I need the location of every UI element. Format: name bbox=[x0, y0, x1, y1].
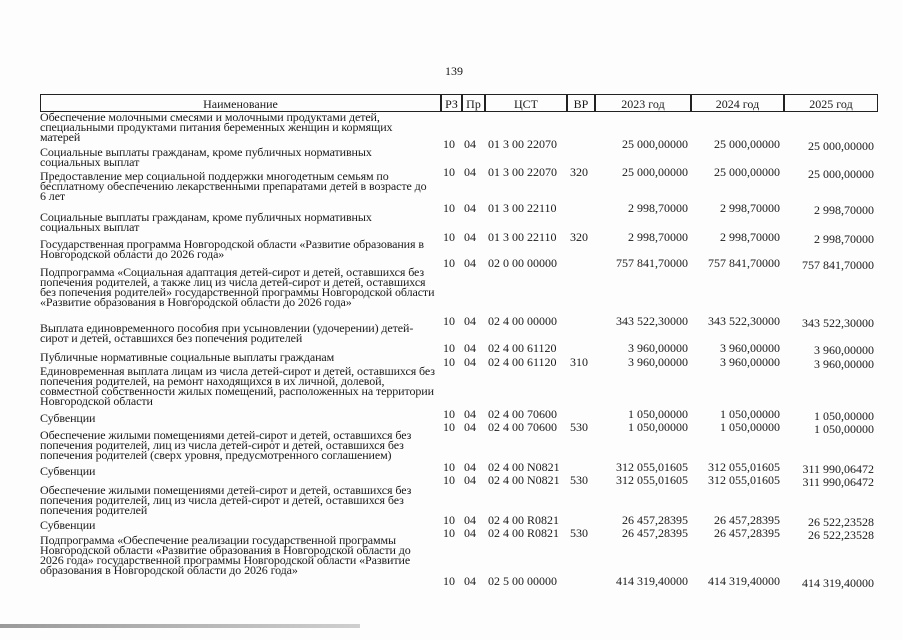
cell-cst: 01 3 00 22070 bbox=[488, 137, 557, 151]
cell-y2023: 312 055,01605 bbox=[616, 473, 688, 487]
cell-y2023: 757 841,70000 bbox=[616, 256, 688, 270]
cell-y2023: 25 000,00000 bbox=[622, 165, 688, 179]
cell-pr: 04 bbox=[464, 407, 476, 421]
row-name: Субвенции bbox=[40, 518, 96, 532]
header-cst: ЦСТ bbox=[485, 94, 567, 112]
cell-pr: 04 bbox=[464, 513, 476, 527]
cell-y2024: 3 960,00000 bbox=[720, 355, 780, 369]
cell-rz: 10 bbox=[443, 407, 455, 421]
cell-rz: 10 bbox=[443, 137, 455, 151]
cell-cst: 02 5 00 00000 bbox=[488, 574, 557, 588]
cell-rz: 10 bbox=[443, 574, 455, 588]
cell-y2025: 26 522,23528 bbox=[808, 515, 874, 529]
cell-cst: 02 0 00 00000 bbox=[488, 256, 557, 270]
cell-pr: 04 bbox=[464, 574, 476, 588]
header-name: Наименование bbox=[40, 94, 441, 112]
cell-rz: 10 bbox=[443, 165, 455, 179]
row-name: Обеспечение жилыми помещениями детей-сирот и детей, оставшихся без попечения родителей, лиц из числа детей-сирот и детей, оставшихся без попечения родителей bbox=[40, 483, 412, 517]
header-pr: Пр bbox=[462, 94, 485, 112]
cell-y2024: 26 457,28395 bbox=[714, 526, 780, 540]
page-number: 139 bbox=[445, 64, 463, 78]
row-name: Субвенции bbox=[40, 464, 96, 478]
cell-cst: 02 4 00 N0821 bbox=[488, 460, 560, 474]
header-rz: РЗ bbox=[441, 94, 462, 112]
cell-y2025: 2 998,70000 bbox=[814, 203, 874, 217]
cell-y2025: 2 998,70000 bbox=[814, 232, 874, 246]
cell-y2025: 3 960,00000 bbox=[814, 343, 874, 357]
cell-y2023: 1 050,00000 bbox=[628, 407, 688, 421]
cell-y2023: 25 000,00000 bbox=[622, 137, 688, 151]
cell-y2024: 312 055,01605 bbox=[708, 460, 780, 474]
cell-cst: 02 4 00 R0821 bbox=[488, 513, 560, 527]
cell-pr: 04 bbox=[464, 201, 476, 215]
row-name: Публичные нормативные социальные выплаты гражданам bbox=[40, 350, 335, 364]
cell-rz: 10 bbox=[443, 201, 455, 215]
cell-y2025: 311 990,06472 bbox=[802, 475, 874, 489]
page-edge-shadow bbox=[0, 624, 360, 628]
cell-pr: 04 bbox=[464, 526, 476, 540]
cell-y2025: 3 960,00000 bbox=[814, 357, 874, 371]
cell-y2024: 25 000,00000 bbox=[714, 137, 780, 151]
cell-rz: 10 bbox=[443, 341, 455, 355]
cell-rz: 10 bbox=[443, 256, 455, 270]
header-2023: 2023 год bbox=[595, 94, 691, 112]
cell-pr: 04 bbox=[464, 355, 476, 369]
row-name: Подпрограмма «Обеспечение реализации государственной программы Новгородской области «Развитие образования в Новгородской области до 2026 года» государственной программы Новгородской области «Развитие образования в Новгородской области до 2026 года» bbox=[40, 533, 411, 577]
cell-y2024: 414 319,40000 bbox=[708, 574, 780, 588]
cell-pr: 04 bbox=[464, 137, 476, 151]
cell-y2024: 2 998,70000 bbox=[720, 201, 780, 215]
cell-vr: 320 bbox=[570, 230, 588, 244]
cell-pr: 04 bbox=[464, 420, 476, 434]
cell-y2023: 312 055,01605 bbox=[616, 460, 688, 474]
cell-rz: 10 bbox=[443, 230, 455, 244]
cell-pr: 04 bbox=[464, 165, 476, 179]
cell-cst: 02 4 00 00000 bbox=[488, 314, 557, 328]
cell-y2023: 414 319,40000 bbox=[616, 574, 688, 588]
header-vr: ВР bbox=[567, 94, 595, 112]
cell-vr: 310 bbox=[570, 355, 588, 369]
cell-cst: 01 3 00 22110 bbox=[488, 201, 557, 215]
cell-cst: 02 4 00 61120 bbox=[488, 341, 557, 355]
cell-y2023: 26 457,28395 bbox=[622, 526, 688, 540]
cell-rz: 10 bbox=[443, 513, 455, 527]
cell-y2023: 2 998,70000 bbox=[628, 230, 688, 244]
cell-cst: 02 4 00 61120 bbox=[488, 355, 557, 369]
cell-y2025: 1 050,00000 bbox=[814, 422, 874, 436]
cell-y2024: 2 998,70000 bbox=[720, 230, 780, 244]
header-2024: 2024 год bbox=[691, 94, 784, 112]
cell-y2024: 26 457,28395 bbox=[714, 513, 780, 527]
cell-y2024: 1 050,00000 bbox=[720, 420, 780, 434]
cell-pr: 04 bbox=[464, 341, 476, 355]
row-name: Социальные выплаты гражданам, кроме публичных нормативных социальных выплат bbox=[40, 145, 372, 169]
cell-vr: 530 bbox=[570, 526, 588, 540]
cell-y2023: 3 960,00000 bbox=[628, 355, 688, 369]
row-name: Государственная программа Новгородской области «Развитие образования в Новгородской области до 2026 года» bbox=[40, 237, 424, 261]
cell-y2024: 3 960,00000 bbox=[720, 341, 780, 355]
cell-pr: 04 bbox=[464, 314, 476, 328]
cell-cst: 01 3 00 22110 bbox=[488, 230, 557, 244]
row-name: Обеспечение жилыми помещениями детей-сирот и детей, оставшихся без попечения родителей, лиц из числа детей-сирот и детей, оставшихся без попечения родителей (сверх уровня, предусмотренного соглашением) bbox=[40, 428, 412, 462]
cell-y2025: 757 841,70000 bbox=[802, 258, 874, 272]
row-name: Обеспечение молочными смесями и молочными продуктами детей, специальными продуктами питания беременных женщин и кормящих матерей bbox=[40, 110, 393, 144]
cell-cst: 02 4 00 70600 bbox=[488, 420, 557, 434]
cell-y2025: 311 990,06472 bbox=[802, 462, 874, 476]
cell-cst: 02 4 00 70600 bbox=[488, 407, 557, 421]
cell-y2023: 26 457,28395 bbox=[622, 513, 688, 527]
row-name: Субвенции bbox=[40, 411, 96, 425]
cell-cst: 01 3 00 22070 bbox=[488, 165, 557, 179]
cell-pr: 04 bbox=[464, 256, 476, 270]
cell-y2025: 343 522,30000 bbox=[802, 316, 874, 330]
cell-y2025: 1 050,00000 bbox=[814, 409, 874, 423]
row-name: Подпрограмма «Социальная адаптация детей-сирот и детей, оставшихся без попечения родителей, а также лиц из числа детей-сирот и детей, оставшихся без попечения родителей» государственной программы Новгородской области «Развитие образования в Новгородской области до 2026 года» bbox=[40, 265, 435, 309]
cell-y2024: 757 841,70000 bbox=[708, 256, 780, 270]
row-name: Социальные выплаты гражданам, кроме публичных нормативных социальных выплат bbox=[40, 210, 372, 234]
cell-cst: 02 4 00 N0821 bbox=[488, 473, 560, 487]
cell-cst: 02 4 00 R0821 bbox=[488, 526, 560, 540]
cell-rz: 10 bbox=[443, 420, 455, 434]
cell-vr: 530 bbox=[570, 420, 588, 434]
header-2025: 2025 год bbox=[784, 94, 878, 112]
cell-pr: 04 bbox=[464, 230, 476, 244]
cell-y2025: 25 000,00000 bbox=[808, 139, 874, 153]
cell-y2024: 312 055,01605 bbox=[708, 473, 780, 487]
cell-pr: 04 bbox=[464, 473, 476, 487]
cell-y2024: 25 000,00000 bbox=[714, 165, 780, 179]
cell-y2023: 3 960,00000 bbox=[628, 341, 688, 355]
cell-rz: 10 bbox=[443, 526, 455, 540]
cell-y2024: 1 050,00000 bbox=[720, 407, 780, 421]
row-name: Единовременная выплата лицам из числа детей-сирот и детей, оставшихся без попечения родителей, на ремонт находящихся в их личной, долевой, совместной собственности жилых помещений, расположенных на территории Новгородской области bbox=[40, 364, 435, 408]
cell-y2025: 26 522,23528 bbox=[808, 528, 874, 542]
cell-vr: 530 bbox=[570, 473, 588, 487]
cell-vr: 320 bbox=[570, 165, 588, 179]
cell-y2025: 25 000,00000 bbox=[808, 167, 874, 181]
cell-pr: 04 bbox=[464, 460, 476, 474]
cell-rz: 10 bbox=[443, 473, 455, 487]
cell-y2023: 2 998,70000 bbox=[628, 201, 688, 215]
row-name: Выплата единовременного пособия при усыновлении (удочерении) детей-сирот и детей, оставшихся без попечения родителей bbox=[40, 321, 414, 345]
row-name: Предоставление мер социальной поддержки многодетным семьям по бесплатному обеспечению лекарственными препаратами детей в возрасте до 6 лет bbox=[40, 169, 427, 203]
cell-rz: 10 bbox=[443, 460, 455, 474]
cell-rz: 10 bbox=[443, 314, 455, 328]
cell-y2024: 343 522,30000 bbox=[708, 314, 780, 328]
cell-y2023: 1 050,00000 bbox=[628, 420, 688, 434]
cell-y2023: 343 522,30000 bbox=[616, 314, 688, 328]
cell-rz: 10 bbox=[443, 355, 455, 369]
cell-y2025: 414 319,40000 bbox=[802, 576, 874, 590]
